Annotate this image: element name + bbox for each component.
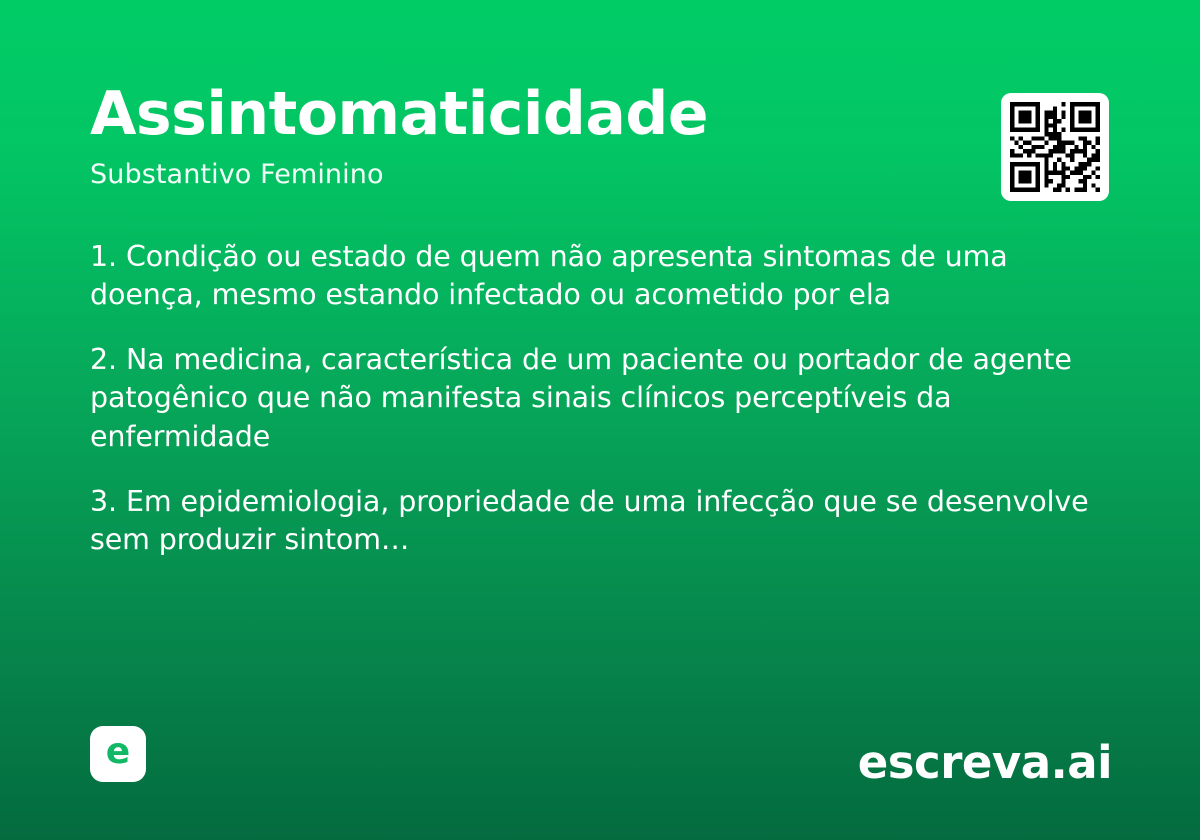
- definition-list: [90, 238, 1110, 559]
- definition-item: 2. Na medicina, característica de um paciente ou portador de agente patogênico que não manifesta sinais clínicos perceptíveis da enfermidade: [90, 343, 1072, 453]
- brand-wordmark: escreva.ai: [857, 736, 1112, 789]
- qr-code[interactable]: [1001, 93, 1109, 201]
- logo-letter: e: [105, 731, 131, 772]
- definition-item: 1. Condição ou estado de quem não apresenta sintomas de uma doença, mesmo estando infectado ou acometido por ela: [90, 239, 1008, 311]
- logo-badge: [90, 726, 146, 782]
- page-title: Assintomaticidade: [90, 79, 709, 149]
- definition-item: 3. Em epidemiologia, propriedade de uma infecção que se desenvolve sem produzir sintom…: [90, 484, 1089, 556]
- part-of-speech-label: Substantivo Feminino: [90, 158, 384, 190]
- qr-code-icon: [1010, 102, 1100, 192]
